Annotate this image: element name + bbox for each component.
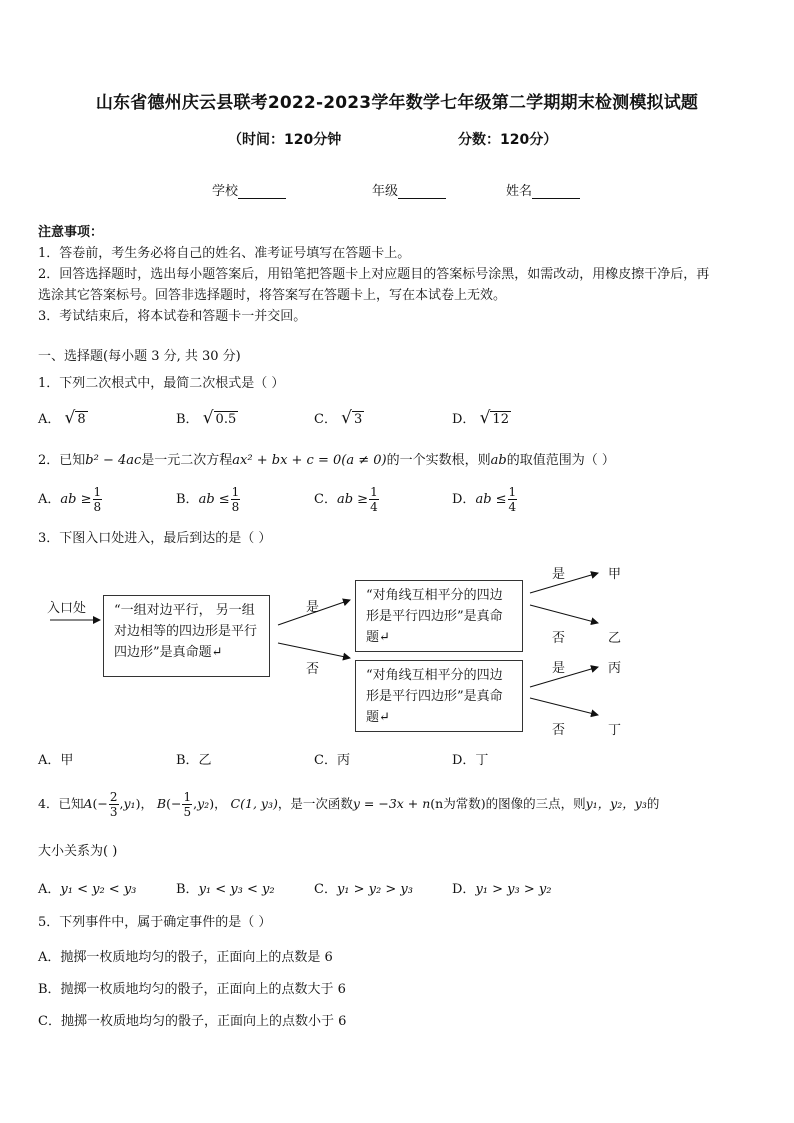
box3-no-arrow [530, 698, 598, 715]
q4-option-b[interactable]: B．y₁ < y₃ < y₂ [176, 882, 275, 897]
entry-label: 入口处 [47, 601, 87, 616]
yes-label: 是 [306, 600, 320, 615]
q1-option-b[interactable]: B． √ 0.5 [176, 408, 237, 428]
box3-no-label: 否 [552, 723, 566, 738]
flow-box-2: “对角线互相平分的四边形是平行四边形”是真命题↵ [355, 580, 523, 652]
q4-stem-line2: 大小关系为( ) [38, 844, 118, 859]
note-item: 3．考试结束后，将本试卷和答题卡一并交回。 [38, 309, 307, 324]
result-ding: 丁 [608, 723, 622, 738]
q3-option-b[interactable]: B．乙 [176, 753, 212, 768]
q2-option-d[interactable]: D．ab ≤ $\frac{1}{4}$ [452, 485, 517, 514]
exam-time: （时间：120分钟 [228, 132, 342, 148]
q3-option-d[interactable]: D．丁 [452, 753, 489, 768]
section-header: 一、选择题(每小题 3 分, 共 30 分) [38, 349, 241, 364]
result-bing: 丙 [608, 661, 622, 676]
school-label: 学校 [212, 184, 239, 199]
box2-no-arrow [530, 605, 598, 623]
q1-option-d[interactable]: D． √ 12 [452, 408, 509, 428]
exam-score: 分数：120分） [458, 132, 558, 148]
flow-box-1: “一组对边平行， 另一组对边相等的四边形是平行四边形”是真命题↵ [103, 595, 270, 677]
note-item: 1．答卷前，考生务必将自己的姓名、准考证号填写在答题卡上。 [38, 246, 411, 261]
q1-option-a[interactable]: A． √ 8 [38, 408, 86, 428]
q2-option-b[interactable]: B．ab ≤ $\frac{1}{8}$ [176, 485, 240, 514]
q3-option-a[interactable]: A．甲 [38, 753, 74, 768]
q4-option-a[interactable]: A．y₁ < y₂ < y₃ [38, 882, 137, 897]
grade-blank[interactable] [398, 186, 446, 199]
q2-stem: 2．已知b² − 4ac是一元二次方程ax² + bx + c = 0(a ≠ 0)的一个实数根，则ab的取值范围为（ ） [38, 453, 615, 468]
q1-option-c[interactable]: C． √ 3 [314, 408, 363, 428]
name-label: 姓名 [506, 184, 533, 199]
q5-stem: 5．下列事件中，属于确定事件的是（ ） [38, 915, 272, 930]
notes-block [38, 222, 760, 327]
flow-box-3: “对角线互相平分的四边形是平行四边形”是真命题↵ [355, 660, 523, 732]
school-field[interactable] [212, 180, 286, 199]
box2-no-label: 否 [552, 631, 566, 646]
school-blank[interactable] [238, 186, 286, 199]
box3-yes-label: 是 [552, 661, 566, 676]
q5-option-c[interactable]: C．抛掷一枚质地均匀的骰子，正面向上的点数小于 6 [38, 1014, 347, 1029]
note-item: 选涂其它答案标号。回答非选择题时，将答案写在答题卡上，写在本试卷上无效。 [38, 288, 507, 303]
q1-stem: 1．下列二次根式中，最简二次根式是（ ） [38, 376, 285, 391]
grade-label: 年级 [372, 184, 399, 199]
q2-option-a[interactable]: A．ab ≥ $\frac{1}{8}$ [38, 485, 102, 514]
q3-stem: 3．下图入口处进入，最后到达的是（ ） [38, 531, 272, 546]
no-arrow [278, 643, 350, 658]
q4-stem: 4．已知A(− $\frac{2}{3}$ ,y₁)， B(− $\frac{1}{5}$ ,y₂)， C(1, y₃)，是一次函数y = −3x + n(n为常数)的图像的三点，则y₁，y₂，y₃的 [38, 790, 660, 819]
name-blank[interactable] [532, 186, 580, 199]
no-label: 否 [306, 662, 320, 677]
exam-title: 山东省德州庆云县联考2022-2023学年数学七年级第二学期期末检测模拟试题 [95, 93, 699, 113]
q5-option-b[interactable]: B．抛掷一枚质地均匀的骰子，正面向上的点数大于 6 [38, 982, 346, 997]
q4-option-d[interactable]: D．y₁ > y₃ > y₂ [452, 882, 552, 897]
notes-header: 注意事项： [38, 225, 104, 240]
box2-yes-label: 是 [552, 567, 566, 582]
q4-option-c[interactable]: C．y₁ > y₂ > y₃ [314, 882, 413, 897]
q2-option-c[interactable]: C．ab ≥ $\frac{1}{4}$ [314, 485, 378, 514]
grade-field[interactable] [372, 180, 446, 199]
note-item: 2．回答选择题时，选出每小题答案后，用铅笔把答题卡上对应题目的答案标号涂黑，如需改动，用橡皮擦干净后，再 [38, 267, 710, 282]
q3-option-c[interactable]: C．丙 [314, 753, 350, 768]
result-jia: 甲 [608, 567, 622, 582]
result-yi: 乙 [608, 631, 622, 646]
name-field[interactable] [506, 180, 580, 199]
q5-option-a[interactable]: A．抛掷一枚质地均匀的骰子，正面向上的点数是 6 [38, 950, 333, 965]
